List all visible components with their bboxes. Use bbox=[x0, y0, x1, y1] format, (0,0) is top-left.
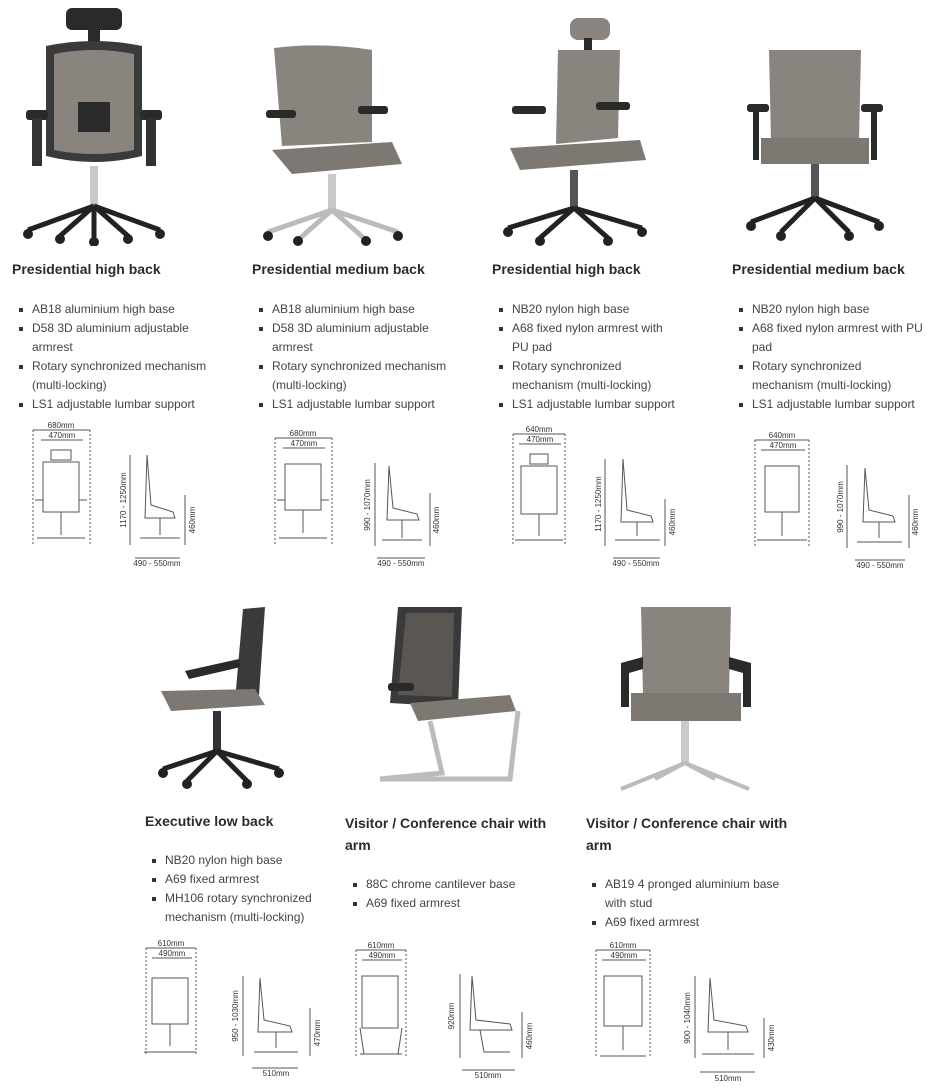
feature-item: A68 fixed nylon armrest with PU pad bbox=[492, 319, 682, 357]
feature-item: AB19 4 pronged aluminium base with stud bbox=[585, 875, 790, 913]
chair-photo bbox=[155, 605, 295, 790]
dim-depth: 490 - 550mm bbox=[377, 559, 425, 568]
feature-item: AB18 aluminium high base bbox=[252, 300, 457, 319]
feature-item: 88C chrome cantilever base bbox=[346, 875, 546, 894]
dim-seat-width: 490mm bbox=[610, 951, 638, 960]
dim-width: 640mm bbox=[525, 425, 553, 434]
dim-height: 1170 - 1250mm bbox=[594, 476, 603, 532]
product-title: Presidential medium back bbox=[252, 261, 425, 277]
feature-item: A69 fixed armrest bbox=[346, 894, 546, 913]
dim-depth: 490 - 550mm bbox=[856, 561, 904, 570]
chair-photo bbox=[500, 14, 650, 246]
feature-item: Rotary synchronized mechanism (multi-locking) bbox=[12, 357, 217, 395]
dim-seat-height: 470mm bbox=[313, 1019, 322, 1047]
dim-seat-height: 460mm bbox=[911, 508, 920, 536]
dimension-drawing bbox=[267, 428, 442, 573]
dim-depth: 510mm bbox=[714, 1074, 742, 1083]
feature-item: NB20 nylon high base bbox=[732, 300, 925, 319]
dimension-drawing bbox=[590, 940, 780, 1085]
dim-seat-width: 470mm bbox=[290, 439, 318, 448]
dim-seat-height: 430mm bbox=[767, 1024, 776, 1052]
feature-item: LS1 adjustable lumbar support bbox=[492, 395, 682, 414]
chair-photo bbox=[745, 46, 890, 246]
feature-item: A69 fixed armrest bbox=[145, 870, 325, 889]
dimension-drawing bbox=[140, 938, 325, 1080]
dim-depth: 490 - 550mm bbox=[133, 559, 181, 568]
feature-item: D58 3D aluminium adjustable armrest bbox=[252, 319, 457, 357]
dim-seat-height: 460mm bbox=[188, 506, 197, 534]
dim-height: 950 - 1030mm bbox=[231, 990, 240, 1042]
feature-item: LS1 adjustable lumbar support bbox=[252, 395, 457, 414]
dim-height: 1170 - 1250mm bbox=[119, 472, 128, 528]
feature-item: NB20 nylon high base bbox=[145, 851, 325, 870]
feature-item: D58 3D aluminium adjustable armrest bbox=[12, 319, 217, 357]
dim-seat-width: 470mm bbox=[526, 435, 554, 444]
dim-height: 990 - 1070mm bbox=[836, 481, 845, 533]
dim-seat-width: 490mm bbox=[368, 951, 396, 960]
feature-item: MH106 rotary synchronized mechanism (multi-locking) bbox=[145, 889, 325, 927]
dim-height: 990 - 1070mm bbox=[363, 479, 372, 531]
dim-seat-width: 470mm bbox=[769, 441, 797, 450]
feature-item: A69 fixed armrest bbox=[585, 913, 790, 932]
dim-seat-height: 460mm bbox=[525, 1022, 534, 1050]
dim-depth: 490 - 550mm bbox=[612, 559, 660, 568]
dim-width: 610mm bbox=[157, 939, 185, 948]
dim-seat-width: 470mm bbox=[48, 431, 76, 440]
product-title: Presidential medium back bbox=[732, 261, 905, 277]
dim-seat-width: 490mm bbox=[158, 949, 186, 958]
dim-depth: 510mm bbox=[262, 1069, 290, 1078]
chair-photo bbox=[615, 603, 760, 793]
dimension-drawing bbox=[505, 424, 680, 574]
feature-list bbox=[12, 300, 217, 414]
feature-list bbox=[346, 875, 546, 913]
feature-item: LS1 adjustable lumbar support bbox=[12, 395, 217, 414]
chair-photo bbox=[20, 6, 170, 246]
dim-height: 900 - 1040mm bbox=[683, 992, 692, 1044]
dimension-drawing bbox=[25, 420, 200, 570]
feature-list bbox=[732, 300, 925, 414]
product-title: Visitor / Conference chair with arm bbox=[586, 815, 788, 853]
feature-list bbox=[252, 300, 457, 414]
product-title: Presidential high back bbox=[492, 261, 641, 277]
product-title: Executive low back bbox=[145, 813, 274, 829]
feature-list bbox=[492, 300, 682, 414]
feature-item: Rotary synchronized mechanism (multi-locking) bbox=[732, 357, 925, 395]
dimension-drawing bbox=[350, 940, 540, 1082]
dim-height: 920mm bbox=[447, 1002, 456, 1030]
feature-item: NB20 nylon high base bbox=[492, 300, 682, 319]
dimension-drawing bbox=[747, 430, 922, 575]
feature-item: Rotary synchronized mechanism (multi-locking) bbox=[252, 357, 457, 395]
product-title: Visitor / Conference chair with arm bbox=[345, 815, 547, 853]
feature-item: AB18 aluminium high base bbox=[12, 300, 217, 319]
feature-item: LS1 adjustable lumbar support bbox=[732, 395, 925, 414]
dim-seat-height: 460mm bbox=[668, 508, 677, 536]
product-title: Presidential high back bbox=[12, 261, 161, 277]
feature-list bbox=[585, 875, 790, 932]
dim-width: 680mm bbox=[289, 429, 317, 438]
feature-item: A68 fixed nylon armrest with PU pad bbox=[732, 319, 925, 357]
dim-width: 640mm bbox=[768, 431, 796, 440]
feature-list bbox=[145, 851, 325, 927]
dim-width: 680mm bbox=[47, 421, 75, 430]
dim-depth: 510mm bbox=[474, 1071, 502, 1080]
chair-photo bbox=[262, 42, 412, 246]
dim-seat-height: 460mm bbox=[432, 506, 441, 534]
feature-item: Rotary synchronized mechanism (multi-locking) bbox=[492, 357, 682, 395]
dim-width: 610mm bbox=[367, 941, 395, 950]
dim-width: 610mm bbox=[609, 941, 637, 950]
chair-photo bbox=[370, 603, 525, 793]
